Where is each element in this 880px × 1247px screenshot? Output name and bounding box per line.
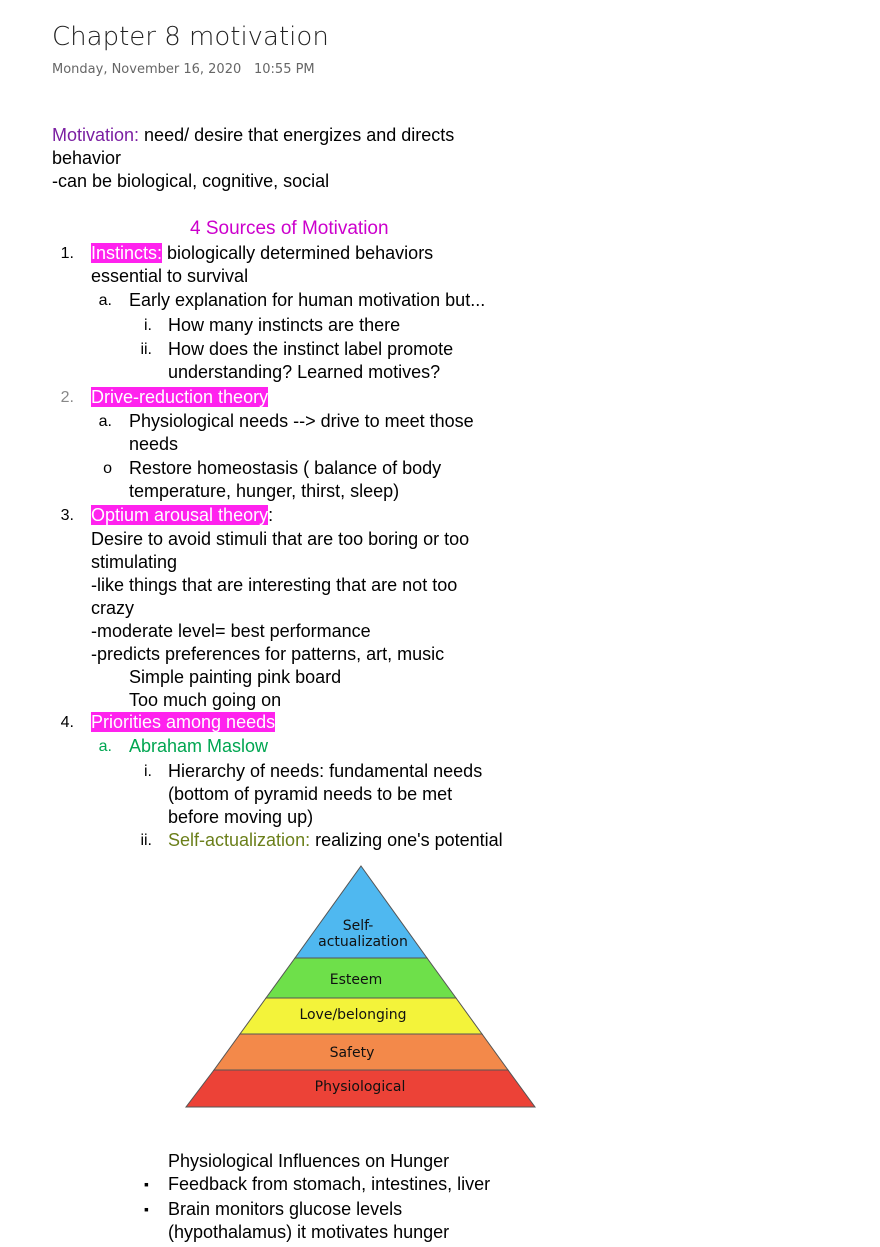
list-marker-4aii: ii. (140, 832, 152, 849)
instincts-sub-i: How many instincts are there (168, 315, 401, 335)
pyramid-label-self-1: Self- (342, 918, 374, 934)
instincts-sub-ii-line-1: How does the instinct label promote (168, 339, 454, 359)
arousal-colon: : (268, 505, 274, 525)
hierarchy-line-1: Hierarchy of needs: fundamental needs (168, 761, 483, 781)
maslow-pyramid (180, 860, 540, 1112)
sources-heading: 4 Sources of Motivation (190, 218, 389, 239)
list-marker-4a: a. (98, 738, 112, 755)
arousal-line (91, 504, 273, 527)
pyramid-label-esteem: Esteem (329, 972, 383, 988)
list-number-1: 1. (60, 245, 74, 262)
self-actualization-label: Self-actualization: (168, 830, 311, 850)
priorities-label: Priorities among needs (91, 712, 276, 732)
motivation-term: Motivation: (52, 125, 140, 145)
hunger-heading: Physiological Influences on Hunger (168, 1151, 450, 1171)
pyramid-label-love: Love/belonging (299, 1007, 407, 1023)
pyramid-label-physiological: Physiological (314, 1079, 406, 1095)
hierarchy-line-2: (bottom of pyramid needs to be met (168, 784, 453, 804)
drive-label: Drive-reduction theory (91, 387, 269, 407)
maslow-name: Abraham Maslow (129, 736, 269, 756)
hunger-bullet-2-line-1: Brain monitors glucose levels (168, 1199, 403, 1219)
arousal-text-1: Desire to avoid stimuli that are too boring or too (91, 529, 470, 549)
arousal-text-5: -moderate level= best performance (91, 621, 371, 641)
pyramid-label-safety: Safety (329, 1045, 375, 1061)
arousal-text-6: -predicts preferences for patterns, art, music (91, 644, 445, 664)
list-marker-2a: a. (98, 413, 112, 430)
arousal-text-2: stimulating (91, 552, 178, 572)
hunger-bullet-1: Feedback from stomach, intestines, liver (168, 1174, 491, 1194)
note-time: 10:55 PM (254, 62, 315, 77)
bullet-marker: ▪ (144, 1201, 149, 1217)
page-title: Chapter 8 motivation (52, 22, 329, 52)
list-marker-2o: o (103, 460, 112, 477)
bullet-marker: ▪ (144, 1176, 149, 1192)
drive-sub-o-line-1: Restore homeostasis ( balance of body (129, 458, 442, 478)
instincts-line-1 (91, 242, 433, 265)
pyramid-label-self-2: actualization (318, 934, 408, 950)
list-number-3: 3. (60, 507, 74, 524)
instincts-text: biologically determined behaviors (162, 243, 434, 263)
definition-line-1 (52, 124, 454, 147)
drive-sub-a-line-1: Physiological needs --> drive to meet those (129, 411, 474, 431)
definition-line-3: -can be biological, cognitive, social (52, 171, 330, 191)
list-number-2: 2. (60, 389, 74, 406)
drive-line (91, 386, 268, 409)
arousal-text-3: -like things that are interesting that are not too (91, 575, 458, 595)
list-number-4: 4. (60, 714, 74, 731)
instincts-label: Instincts: (91, 243, 163, 263)
drive-sub-a-line-2: needs (129, 434, 179, 454)
hunger-bullet-2-line-2: (hypothalamus) it motivates hunger (168, 1222, 450, 1242)
self-actualization-text: realizing one's potential (310, 830, 503, 850)
definition-line-2: behavior (52, 148, 122, 168)
drive-sub-o-line-2: temperature, hunger, thirst, sleep) (129, 481, 400, 501)
arousal-text-8: Too much going on (129, 690, 282, 710)
list-marker-1aii: ii. (140, 341, 152, 358)
list-marker-1ai: i. (144, 317, 152, 334)
definition-text: need/ desire that energizes and directs (139, 125, 455, 145)
instincts-sub-ii-line-2: understanding? Learned motives? (168, 362, 441, 382)
self-actualization-line (168, 829, 503, 852)
instincts-line-2: essential to survival (91, 266, 249, 286)
note-date: Monday, November 16, 2020 (52, 62, 242, 77)
instincts-sub-a: Early explanation for human motivation but... (129, 290, 486, 310)
arousal-text-7: Simple painting pink board (129, 667, 342, 687)
list-marker-4ai: i. (144, 763, 152, 780)
arousal-text-4: crazy (91, 598, 135, 618)
arousal-label: Optium arousal theory (91, 505, 269, 525)
list-marker-1a: a. (98, 292, 112, 309)
priorities-line (91, 711, 275, 734)
hierarchy-line-3: before moving up) (168, 807, 314, 827)
